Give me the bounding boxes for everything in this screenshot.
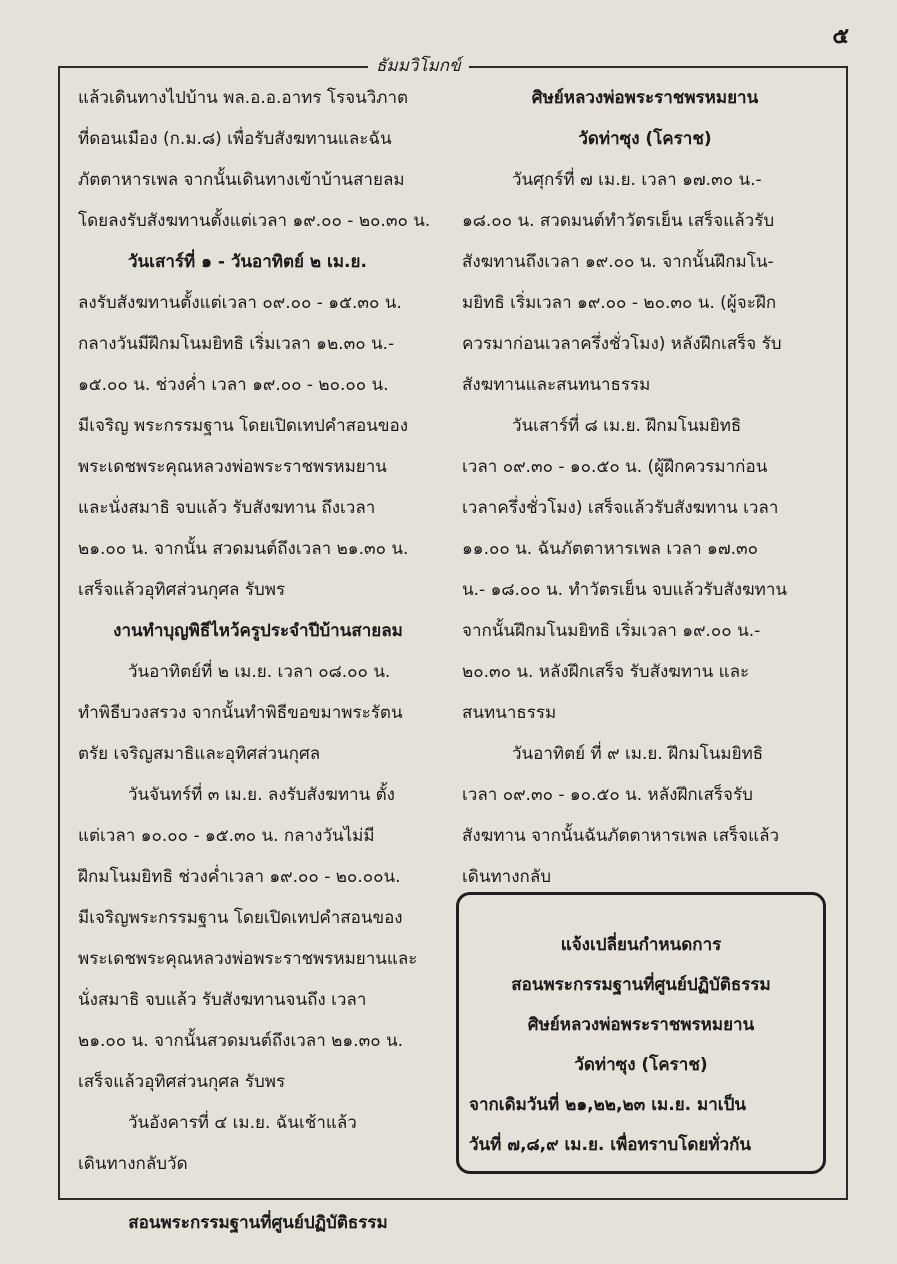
text-line: น.- ๑๘.๐๐ น. ทำวัตรเย็น จบแล้วรับสังฆทาน	[462, 580, 787, 600]
date-heading: วันเสาร์ที่ ๘ เม.ย. ฝึกมโนมยิทธิ	[512, 416, 742, 436]
text-line: เดินทางกลับวัด	[78, 1154, 188, 1174]
date-heading: วันอาทิตย์ ที่ ๙ เม.ย. ฝึกมโนมยิทธิ	[512, 744, 764, 764]
notice-line: จากเดิมวันที่ ๒๑,๒๒,๒๓ เม.ย. มาเป็น	[469, 1095, 747, 1115]
text-line: สนทนาธรรม	[462, 703, 557, 723]
section-heading: สอนพระกรรมฐานที่ศูนย์ปฏิบัติธรรม	[128, 1213, 388, 1233]
page-number: ๕	[832, 23, 849, 49]
text-line: แล้วเดินทางไปบ้าน พล.อ.อ.อาทร โรจนวิภาต	[78, 88, 409, 108]
date-heading: วันอาทิตย์ที่ ๒ เม.ย. เวลา ๐๘.๐๐ น.	[128, 662, 391, 682]
notice-line: ศิษย์หลวงพ่อพระราชพรหมยาน	[527, 1015, 755, 1035]
notice-title: แจ้งเปลี่ยนกำหนดการ	[560, 935, 722, 955]
running-title: ธัมมวิโมกข์	[368, 52, 469, 79]
date-heading: วันศุกร์ที่ ๗ เม.ย. เวลา ๑๗.๓๐ น.-	[512, 170, 762, 190]
text-line: สังฆทาน จากนั้นฉันภัตตาหารเพล เสร็จแล้ว	[462, 826, 780, 846]
text-line: โดยลงรับสังฆทานตั้งแต่เวลา ๑๙.๐๐ - ๒๐.๓๐ น.	[78, 211, 431, 231]
text-line: เสร็จแล้วอุทิศส่วนกุศล รับพร	[78, 1072, 286, 1092]
text-line: ลงรับสังฆทานตั้งแต่เวลา ๐๙.๐๐ - ๑๕.๓๐ น.	[78, 293, 402, 313]
text-line: ทำพิธีบวงสรวง จากนั้นทำพิธีขอขมาพระรัตน	[78, 703, 403, 723]
date-heading: วันอังคารที่ ๔ เม.ย. ฉันเช้าแล้ว	[128, 1113, 357, 1133]
section-heading: งานทำบุญพิธีไหว้ครูประจำปีบ้านสายลม	[113, 621, 403, 641]
text-line: ๒๑.๐๐ น. จากนั้น สวดมนต์ถึงเวลา ๒๑.๓๐ น.	[78, 539, 409, 559]
date-heading: วันเสาร์ที่ ๑ - วันอาทิตย์ ๒ เม.ย.	[128, 252, 367, 272]
notice-line: วันที่ ๗,๘,๙ เม.ย. เพื่อทราบโดยทั่วกัน	[469, 1135, 751, 1155]
text-line: กลางวันมีฝึกมโนมยิทธิ เริ่มเวลา ๑๒.๓๐ น.-	[78, 334, 395, 354]
text-line: จากนั้นฝึกมโนมยิทธิ เริ่มเวลา ๑๙.๐๐ น.-	[462, 621, 761, 641]
text-line: ๑๕.๐๐ น. ช่วงค่ำ เวลา ๑๙.๐๐ - ๒๐.๐๐ น.	[78, 375, 389, 395]
text-line: พระเดชพระคุณหลวงพ่อพระราชพรหมยานและ	[78, 949, 418, 969]
text-line: ที่ดอนเมือง (ก.ม.๘) เพื่อรับสังฆทานและฉัน	[78, 129, 392, 149]
text-line: มีเจริญพระกรรมฐาน โดยเปิดเทปคำสอนของ	[78, 908, 403, 928]
text-line: แต่เวลา ๑๐.๐๐ - ๑๕.๓๐ น. กลางวันไม่มี	[78, 826, 375, 846]
text-line: ๒๑.๐๐ น. จากนั้นสวดมนต์ถึงเวลา ๒๑.๓๐ น.	[78, 1031, 404, 1051]
text-line: ภัตตาหารเพล จากนั้นเดินทางเข้าบ้านสายลม	[78, 170, 405, 190]
notice-line: วัดท่าซุง (โคราช)	[574, 1055, 708, 1075]
text-line: ควรมาก่อนเวลาครึ่งชั่วโมง) หลังฝึกเสร็จ รับ	[462, 334, 782, 354]
schedule-change-notice	[456, 892, 826, 1174]
text-line: เสร็จแล้วอุทิศส่วนกุศล รับพร	[78, 580, 286, 600]
notice-line: สอนพระกรรมฐานที่ศูนย์ปฏิบัติธรรม	[511, 975, 771, 995]
text-line: นั่งสมาธิ จบแล้ว รับสังฆทานจนถึง เวลา	[78, 990, 367, 1010]
text-line: พระเดชพระคุณหลวงพ่อพระราชพรหมยาน	[78, 457, 387, 477]
text-line: ๑๑.๐๐ น. ฉันภัตตาหารเพล เวลา ๑๗.๓๐	[462, 539, 759, 559]
text-line: และนั่งสมาธิ จบแล้ว รับสังฆทาน ถึงเวลา	[78, 498, 376, 518]
section-heading: วัดท่าซุง (โคราช)	[578, 129, 712, 149]
text-line: เวลา ๐๙.๓๐ - ๑๐.๕๐ น. (ผู้ฝึกควรมาก่อน	[462, 457, 768, 477]
text-line: สังฆทานถึงเวลา ๑๙.๐๐ น. จากนั้นฝึกมโน-	[462, 252, 774, 272]
text-line: ๑๘.๐๐ น. สวดมนต์ทำวัตรเย็น เสร็จแล้วรับ	[462, 211, 775, 231]
text-line: เวลาครึ่งชั่วโมง) เสร็จแล้วรับสังฆทาน เวลา	[462, 498, 779, 518]
text-line: ๒๐.๓๐ น. หลังฝึกเสร็จ รับสังฆทาน และ	[462, 662, 750, 682]
text-line: เวลา ๐๙.๓๐ - ๑๐.๕๐ น. หลังฝึกเสร็จรับ	[462, 785, 753, 805]
text-line: สังฆทานและสนทนาธรรม	[462, 375, 651, 395]
section-heading: ศิษย์หลวงพ่อพระราชพรหมยาน	[531, 88, 759, 108]
text-line: เดินทางกลับ	[462, 867, 552, 887]
text-line: ตรัย เจริญสมาธิและอุทิศส่วนกุศล	[78, 744, 321, 764]
text-line: ฝึกมโนมยิทธิ ช่วงค่ำเวลา ๑๙.๐๐ - ๒๐.๐๐น.	[78, 867, 401, 887]
date-heading: วันจันทร์ที่ ๓ เม.ย. ลงรับสังฆทาน ตั้ง	[128, 785, 395, 805]
text-line: มีเจริญ พระกรรมฐาน โดยเปิดเทปคำสอนของ	[78, 416, 409, 436]
text-line: มยิทธิ เริ่มเวลา ๑๙.๐๐ - ๒๐.๓๐ น. (ผู้จะฝึก	[462, 293, 777, 313]
right-column	[462, 78, 828, 898]
left-column	[78, 78, 438, 1244]
spacer	[78, 1185, 438, 1203]
